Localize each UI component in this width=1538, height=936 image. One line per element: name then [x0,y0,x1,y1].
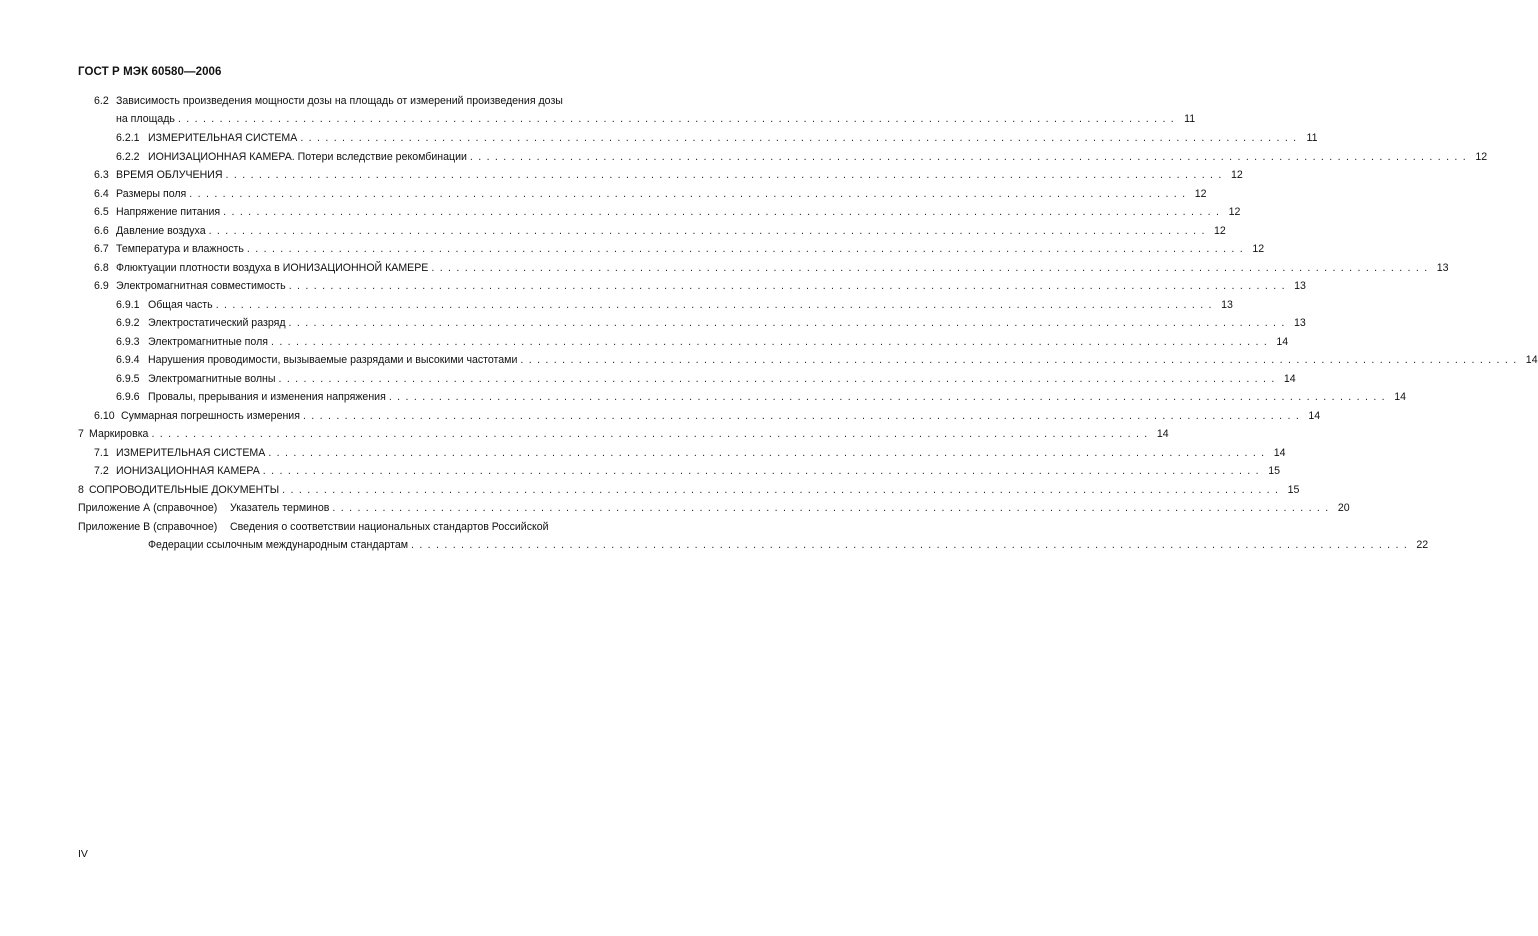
toc-entry-line [116,185,1207,204]
toc-entry-title: Флюктуации плотности воздуха в ИОНИЗАЦИОННОЙ КАМЕРЕ [116,261,429,274]
toc-page-number: 14 [1283,372,1296,385]
toc-entry[interactable] [0,277,1306,296]
toc-entry-title: Общая часть [148,298,213,311]
toc-entry-number: 6.4 [94,187,109,200]
toc-entry[interactable] [0,203,1241,222]
toc-entry-number: 6.9.5 [116,372,140,385]
toc-entry[interactable] [0,333,1289,352]
toc-leader-dots: ........................................................................................................................ [411,538,1413,551]
toc-leader-dots: ........................................................................................................................ [208,224,1210,237]
toc-page-number: 13 [1293,317,1306,329]
toc-leader-dots: ........................................................................................................................ [151,428,1153,440]
toc-leader-dots: ........................................................................................................................ [520,354,1522,366]
toc-entry-number: 6.9.3 [116,335,140,348]
toc-leader-dots: ........................................................................................................................ [469,150,1472,163]
toc-entry[interactable] [0,222,1226,241]
toc-entry-title: ИЗМЕРИТЕЛЬНАЯ СИСТЕМА [148,132,298,144]
toc-entry-line [121,407,1321,426]
toc-page-number: 14 [1308,409,1321,422]
toc-page-number: 12 [1194,187,1207,200]
toc-entry-line [148,314,1306,333]
toc-entry-number: 6.7 [94,243,109,255]
toc-entry-title: Провалы, прерывания и изменения напряжения [148,391,386,403]
toc-entry[interactable] [0,462,1280,481]
toc-entry-number: 6.9.1 [116,298,140,311]
toc-entry-number: 6.6 [94,224,109,237]
toc-page-number: 20 [1337,502,1350,514]
toc-leader-dots: ........................................................................................................................ [189,187,1191,200]
toc-page-number: 14 [1394,391,1407,403]
toc-page-number: 12 [1475,150,1488,163]
toc-entry[interactable] [0,518,1429,555]
toc-leader-dots: ........................................................................................................................ [288,280,1290,292]
toc-entry-line [116,166,1243,185]
toc-leader-dots: ........................................................................................................................ [225,169,1227,181]
toc-entry[interactable] [0,92,1196,129]
toc-entry-title: Электромагнитная совместимость [116,280,286,292]
toc-entry[interactable] [0,499,1350,518]
toc-entry[interactable] [0,296,1233,315]
toc-entry-title: Электромагнитные волны [148,372,276,385]
toc-entry-number: 6.2 [94,95,109,107]
toc-entry[interactable] [0,351,1538,370]
toc-entry-title: Температура и влажность [116,243,244,255]
toc-entry-title: ВРЕМЯ ОБЛУЧЕНИЯ [116,169,223,181]
toc-entry-number: 6.9.2 [116,317,140,329]
toc-leader-dots: ........................................................................................................................ [177,113,1180,125]
toc-entry-title: Федерации ссылочным международным стандартам [148,538,408,551]
toc-page-number: 12 [1252,243,1265,255]
toc-entry-title: Маркировка [89,428,149,440]
toc-entry[interactable] [0,148,1488,167]
toc-entry-title: Размеры поля [116,187,187,200]
page-number-roman: IV [78,848,88,860]
toc-entry-line [148,370,1296,389]
toc-page-number: 14 [1276,335,1289,348]
toc-entry-title: Указатель терминов [230,502,330,514]
toc-page-number: 14 [1525,354,1538,366]
toc-leader-dots: ........................................................................................................................ [332,502,1334,514]
toc-appendix-label: Приложение А (справочное) [78,502,218,514]
toc-entry[interactable] [0,481,1300,500]
toc-entry-line [89,425,1169,444]
toc-entry-line [116,462,1280,481]
toc-entry-line [116,222,1226,241]
table-of-contents [0,92,1538,555]
toc-page-number: 12 [1228,206,1241,218]
toc-entry-number: 6.2.1 [116,132,140,144]
toc-entry[interactable] [0,129,1318,148]
toc-entry[interactable] [0,407,1321,426]
toc-entry[interactable] [0,370,1296,389]
toc-entry[interactable] [0,314,1306,333]
toc-leader-dots: ........................................................................................................................ [300,132,1302,144]
toc-entry-number: 6.9 [94,280,109,292]
toc-entry-number: 7 [78,428,84,440]
toc-entry[interactable] [0,425,1169,444]
toc-entry-line [116,240,1265,259]
toc-entry-number: 7.1 [94,446,109,459]
toc-page-number: 14 [1156,428,1169,440]
toc-entry-number: 7.2 [94,465,109,477]
toc-entry[interactable] [0,388,1407,407]
toc-entry-title: ИОНИЗАЦИОННАЯ КАМЕРА [116,465,260,477]
toc-entry-number: 6.9.6 [116,391,140,403]
toc-entry-title-line1: Зависимость произведения мощности дозы на площадь от измерений произведения дозы [116,95,563,107]
toc-entry-title: ИОНИЗАЦИОННАЯ КАМЕРА. Потери вследствие рекомбинации [148,150,467,163]
toc-leader-dots: ........................................................................................................................ [388,391,1391,403]
toc-page-number: 15 [1287,483,1300,496]
toc-entry-number: 6.8 [94,261,109,274]
toc-entry-number: 6.10 [94,409,115,422]
toc-entry-line [148,388,1407,407]
toc-entry[interactable] [0,444,1286,463]
toc-entry-line [89,481,1300,500]
toc-leader-dots: ........................................................................................................................ [282,483,1284,496]
toc-page-number: 11 [1184,113,1196,125]
toc-entry[interactable] [0,185,1207,204]
toc-entry-title: Суммарная погрешность измерения [121,409,300,422]
toc-entry-line [116,277,1306,296]
toc-entry-line [230,499,1350,518]
toc-page-number: 13 [1221,298,1233,311]
toc-leader-dots: ........................................................................................................................ [268,446,1270,459]
toc-page-number: 12 [1214,224,1226,237]
document-header: ГОСТ Р МЭК 60580—2006 [78,66,222,78]
toc-leader-dots: ........................................................................................................................ [302,409,1305,422]
toc-leader-dots: ........................................................................................................................ [262,465,1264,477]
toc-entry-title-line1: Сведения о соответствии национальных стандартов Российской [230,520,549,533]
toc-entry-number: 6.2.2 [116,150,140,163]
toc-entry-number: 6.9.4 [116,354,140,366]
toc-entry-title: Нарушения проводимости, вызываемые разрядами и высокими частотами [148,354,518,366]
toc-leader-dots: ........................................................................................................................ [223,206,1225,218]
toc-leader-dots: ........................................................................................................................ [246,243,1249,255]
toc-leader-dots: ........................................................................................................................ [431,261,1433,274]
toc-entry-number: 6.3 [94,169,109,181]
toc-entry[interactable] [0,259,1449,278]
toc-entry[interactable] [0,240,1265,259]
toc-page-number: 14 [1273,446,1286,459]
toc-entry-number: 8 [78,483,84,496]
toc-entry-line [148,148,1488,167]
toc-leader-dots: ........................................................................................................................ [271,335,1273,348]
toc-page-number: 15 [1268,465,1280,477]
toc-page-number: 11 [1306,132,1318,144]
toc-entry-title: Электромагнитные поля [148,335,268,348]
toc-page-number: 13 [1436,261,1449,274]
toc-page-number: 13 [1294,280,1306,292]
toc-entry-line [116,203,1241,222]
toc-entry-line [148,351,1538,370]
toc-entry-title: ИЗМЕРИТЕЛЬНАЯ СИСТЕМА [116,446,266,459]
toc-entry-line [148,536,1429,555]
toc-entry-number: 6.5 [94,206,109,218]
toc-entry-title: Электростатический разряд [148,317,286,329]
toc-entry-line [148,296,1233,315]
toc-page-number: 22 [1416,538,1429,551]
toc-leader-dots: ........................................................................................................................ [288,317,1290,329]
toc-entry-line [116,110,1196,129]
toc-leader-dots: ........................................................................................................................ [278,372,1280,385]
toc-leader-dots: ........................................................................................................................ [215,298,1217,311]
toc-appendix-label: Приложение В (справочное) [78,520,218,533]
toc-entry-line [116,444,1286,463]
toc-entry-title: СОПРОВОДИТЕЛЬНЫЕ ДОКУМЕНТЫ [89,483,280,496]
toc-entry-line [148,129,1318,148]
toc-entry-line [148,333,1289,352]
toc-entry-title: на площадь [116,113,175,125]
toc-entry-title: Напряжение питания [116,206,221,218]
toc-entry[interactable] [0,166,1243,185]
toc-entry-title: Давление воздуха [116,224,206,237]
toc-entry-line [116,259,1449,278]
toc-page-number: 12 [1230,169,1243,181]
